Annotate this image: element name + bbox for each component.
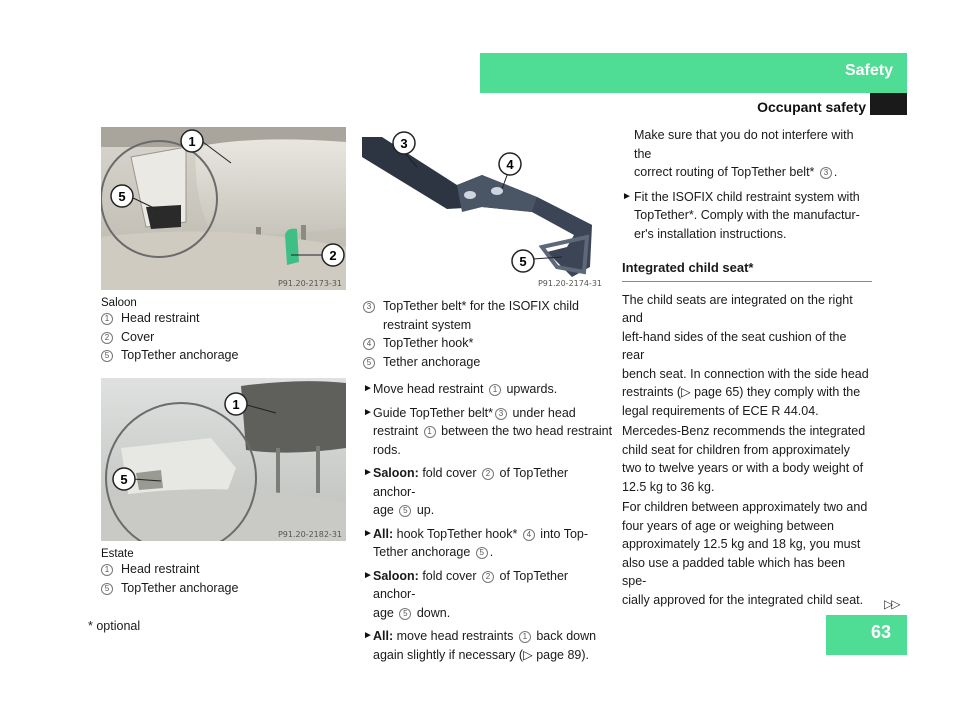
step-text: fold cover [422,568,477,583]
photo-callout: 5 [519,254,527,269]
legend-label: TopTether hook* [383,336,474,350]
step-text: again slightly if necessary ( [373,647,524,662]
body-text-line: The child seats are integrated on the right and [622,292,853,325]
body-text-line: . [833,165,838,179]
photo-callout: 1 [188,134,196,149]
callout-number: 4 [523,529,535,541]
legend-label-line: restraint system [383,317,472,332]
step-keyword: All: [373,526,394,541]
step-text: Guide TopTether belt* [373,405,493,420]
instruction-step [363,464,613,520]
step-text: up. [416,503,435,517]
legend-label: Head restraint [121,562,200,576]
callout-number: 2 [482,571,494,583]
callout-number: 4 [363,338,375,350]
step-text: rods. [373,442,401,457]
legend-label: Tether anchorage [383,354,481,369]
body-text-line: left-hand sides of the seat cushion of the rear [622,329,847,362]
callout-number: 3 [363,301,375,313]
body-text-line: two to twelve years or with a body weight of [622,461,864,475]
body-text-line: bench seat. In connection with the side head [622,366,869,381]
photo-toptether-hook [362,127,606,290]
step-text: age [373,503,394,517]
body-text-line: approximately 12.5 kg and 18 kg, you must [622,537,861,551]
step-keyword: Saloon: [373,568,419,583]
legend-item [101,309,351,328]
step-text: fold cover [422,466,477,480]
arrow-bullet-icon: ► [363,383,373,394]
paragraph [622,498,872,609]
callout-number: 5 [363,357,375,369]
callout-number: 1 [519,631,531,643]
step-text: down. [416,605,451,620]
instruction-step [363,404,613,460]
legend-caption: Estate [101,548,134,560]
body-text-line: For children between approximately two and [622,500,868,514]
step-text: . [489,545,494,559]
step-text: of TopTether anchor- [373,568,569,601]
body-text-line: Make sure that you do not interfere with the [634,128,854,161]
legend-item [101,560,351,579]
step-text: between the two head restraint [441,424,613,438]
callout-number: 1 [101,564,113,576]
body-text-line: 12.5 kg to 36 kg. [622,479,715,494]
section-tab-label: Safety [844,62,893,79]
photo-callout: 5 [120,472,128,487]
arrow-bullet-icon: ► [622,190,632,202]
step-keyword: Saloon: [373,466,419,480]
right-column [622,126,872,611]
body-text-line: four years of age or weighing between [622,518,834,533]
photo-callout: 2 [329,248,337,263]
legend-label: TopTether anchorage [121,348,239,362]
step-text: upwards. [506,382,558,396]
page-reference-link[interactable]: page 89). [536,647,590,662]
step-text: Tether anchorage [373,545,471,559]
legend-item [363,334,613,353]
legend-label: TopTether anchorage [121,580,239,595]
step-text: move head restraints [396,629,514,643]
body-text-line: restraints (▷ page 65) they comply with the [622,385,861,399]
instruction-step [363,380,613,399]
body-text-line: Mercedes-Benz recommends the integrated [622,424,866,438]
arrow-bullet-icon: ► [363,630,373,641]
footnote: * optional [88,619,141,633]
callout-number: 5 [399,505,411,517]
page-number-box [826,615,907,655]
instruction-step [363,567,613,623]
legend-saloon [101,297,351,365]
arrow-bullet-icon: ► [363,406,373,418]
instruction-step [622,188,872,244]
body-text-line: cially approved for the integrated child seat. [622,592,864,607]
step-text: hook TopTether hook* [396,526,518,541]
step-text: TopTether*. Comply with the manufactur- [634,208,860,222]
step-text: of TopTether anchor- [373,466,569,499]
page-title: Occupant safety [757,99,866,115]
continue-arrows-icon: ▷▷ [884,597,899,611]
legend-label: Head restraint [121,311,200,325]
photo-callout: 1 [232,397,240,412]
callout-number: 3 [495,408,507,420]
step-text: age [373,605,394,620]
page-number: 63 [870,622,891,642]
callout-number: 2 [101,332,113,344]
intro-text [622,126,872,182]
legend-item [363,353,613,372]
callout-number: 5 [476,547,488,559]
step-text: er's installation instructions. [634,226,787,241]
legend-item [101,328,351,347]
heading-divider [622,281,872,282]
photo-callout: 4 [506,157,514,172]
photo-code: P91.20-2173-31 [277,279,342,288]
photo-estate-head-restraint [101,378,346,541]
legend-caption: Saloon [101,297,137,309]
photo-saloon-head-restraint [101,127,346,290]
body-text-line: legal requirements of ECE R 44.04. [622,403,819,418]
legend-item [101,346,351,365]
step-text: Fit the ISOFIX child restraint system with [634,189,860,204]
paragraph [622,291,872,421]
arrow-bullet-icon: ► [363,527,373,539]
body-text-line: also use a padded table which has been spe- [622,555,846,588]
step-text: into Top- [540,526,589,541]
photo-callout: 5 [118,189,126,204]
photo-callout: 3 [400,136,408,151]
callout-number: 3 [820,167,832,179]
callout-number: 1 [424,426,436,438]
step-text: Move head restraint [373,382,484,396]
section-tab [480,53,907,93]
section-heading: Integrated child seat* [622,260,754,275]
step-keyword: All: [373,629,394,643]
paragraph [622,422,872,496]
page-ref-triangle-icon: ▷ [523,647,533,662]
callout-number: 5 [101,583,113,595]
body-text-line: child seat for children from approximately [622,442,850,457]
step-text: restraint [373,424,419,438]
legend-estate [101,548,351,597]
callout-number: 5 [101,350,113,362]
legend-label [383,297,579,334]
legend-label: Cover [121,329,155,344]
thumb-index-marker [870,93,907,115]
middle-column [363,297,613,669]
step-text: back down [536,629,597,643]
photo-code: P91.20-2182-31 [277,530,342,539]
photo-code: P91.20-2174-31 [537,279,602,288]
step-text: under head [512,405,576,420]
callout-number: 1 [489,384,501,396]
legend-label-line: TopTether belt* for the ISOFIX child [383,299,579,313]
callout-number: 5 [399,608,411,620]
callout-number: 2 [482,468,494,480]
arrow-bullet-icon: ► [363,569,373,581]
body-text-line: correct routing of TopTether belt* [634,165,815,179]
callout-number: 1 [101,313,113,325]
instruction-step [363,525,613,562]
legend-item [363,297,613,334]
legend-item [101,579,351,598]
arrow-bullet-icon: ► [363,467,373,478]
instruction-step [363,627,613,664]
